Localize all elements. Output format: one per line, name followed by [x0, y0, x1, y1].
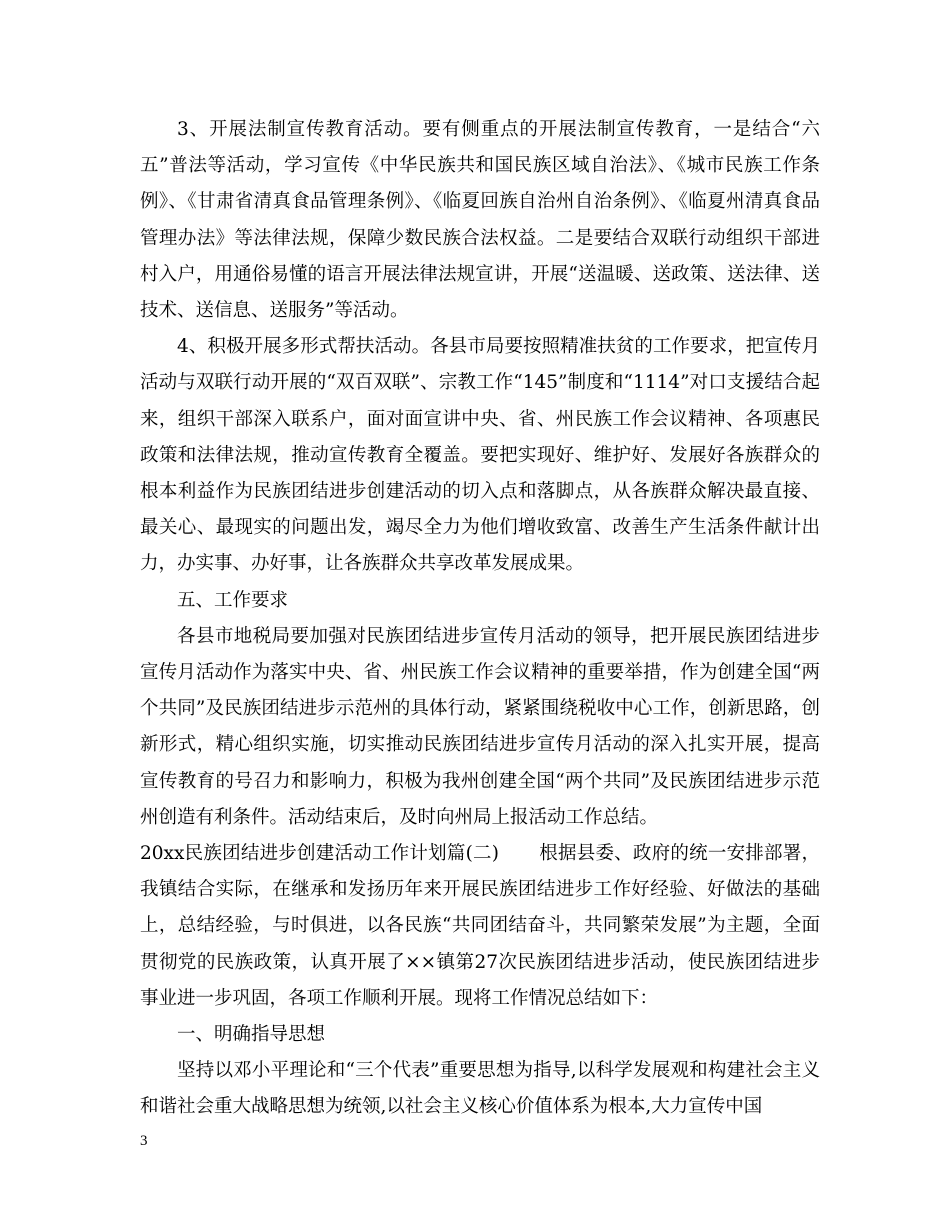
page-number: 3 [140, 1133, 148, 1149]
paragraph-guiding-thought: 坚持以邓小平理论和“三个代表”重要思想为指导,以科学发展观和构建社会主义和谐社会重大战略思想为统领,以社会主义核心价值体系为根本,大力宣传中国 [140, 1060, 820, 1118]
paragraph-assistance-activities: 4、积极开展多形式帮扶活动。各县市局要按照精准扶贫的工作要求，把宣传月活动与双联行动开展的“双百双联”、宗教工作“145”制度和“1114”对口支援结合起来，组织干部深入联系户，面对面宣讲中央、省、州民族工作会议精神、各项惠民政策和法律法规，推动宣传教育全覆盖。要把实现好、维护好、发展好各族群众的根本利益作为民族团结进步创建活动的切入点和落脚点，从各族群众解决最直接、最关心、最现实的问题出发，竭尽全力为他们增收致富、改善生产生活条件献计出力，办实事、办好事，让各族群众共享改革发展成果。 [140, 336, 820, 575]
paragraph-legal-education: 3、开展法制宣传教育活动。要有侧重点的开展法制宣传教育，一是结合“六五”普法等活动，学习宣传《中华民族共和国民族区域自治法》、《城市民族工作条例》、《甘肃省清真食品管理条例》、《临夏回族自治州自治条例》、《临夏州清真食品管理办法》等法律法规，保障少数民族合法权益。二是要结合双联行动组织干部进村入户，用通俗易懂的语言开展法律法规宣讲，开展“送温暖、送政策、送法律、送技术、送信息、送服务”等活动。 [140, 119, 820, 322]
section-title: 20xx民族团结进步创建活动工作计划篇(二) [140, 843, 500, 865]
heading-guiding-thought: 一、明确指导思想 [177, 1024, 326, 1046]
heading-work-requirements: 五、工作要求 [177, 589, 289, 611]
document-body [140, 112, 820, 1126]
section-intro: 根据县委、政府的统一安排部署，我镇结合实际，在继承和发扬历年来开展民族团结进步工作好经验、好做法的基础上，总结经验，与时俱进，以各民族“共同团结奋斗，共同繁荣发展”为主题，全面贯彻党的民族政策，认真开展了××镇第27次民族团结进步活动，使民族团结进步事业进一步巩固，各项工作顺利开展。现将工作情况总结如下： [140, 843, 820, 1009]
paragraph-work-requirements: 各县市地税局要加强对民族团结进步宣传月活动的领导，把开展民族团结进步宣传月活动作为落实中央、省、州民族工作会议精神的重要举措，作为创建全国“两个共同”及民族团结进步示范州的具体行动，紧紧围绕税收中心工作，创新思路，创新形式，精心组织实施，切实推动民族团结进步宣传月活动的深入扎实开展，提高宣传教育的号召力和影响力，积极为我州创建全国“两个共同”及民族团结进步示范州创造有利条件。活动结束后，及时向州局上报活动工作总结。 [140, 625, 820, 828]
paragraph-section-two [140, 836, 820, 1017]
